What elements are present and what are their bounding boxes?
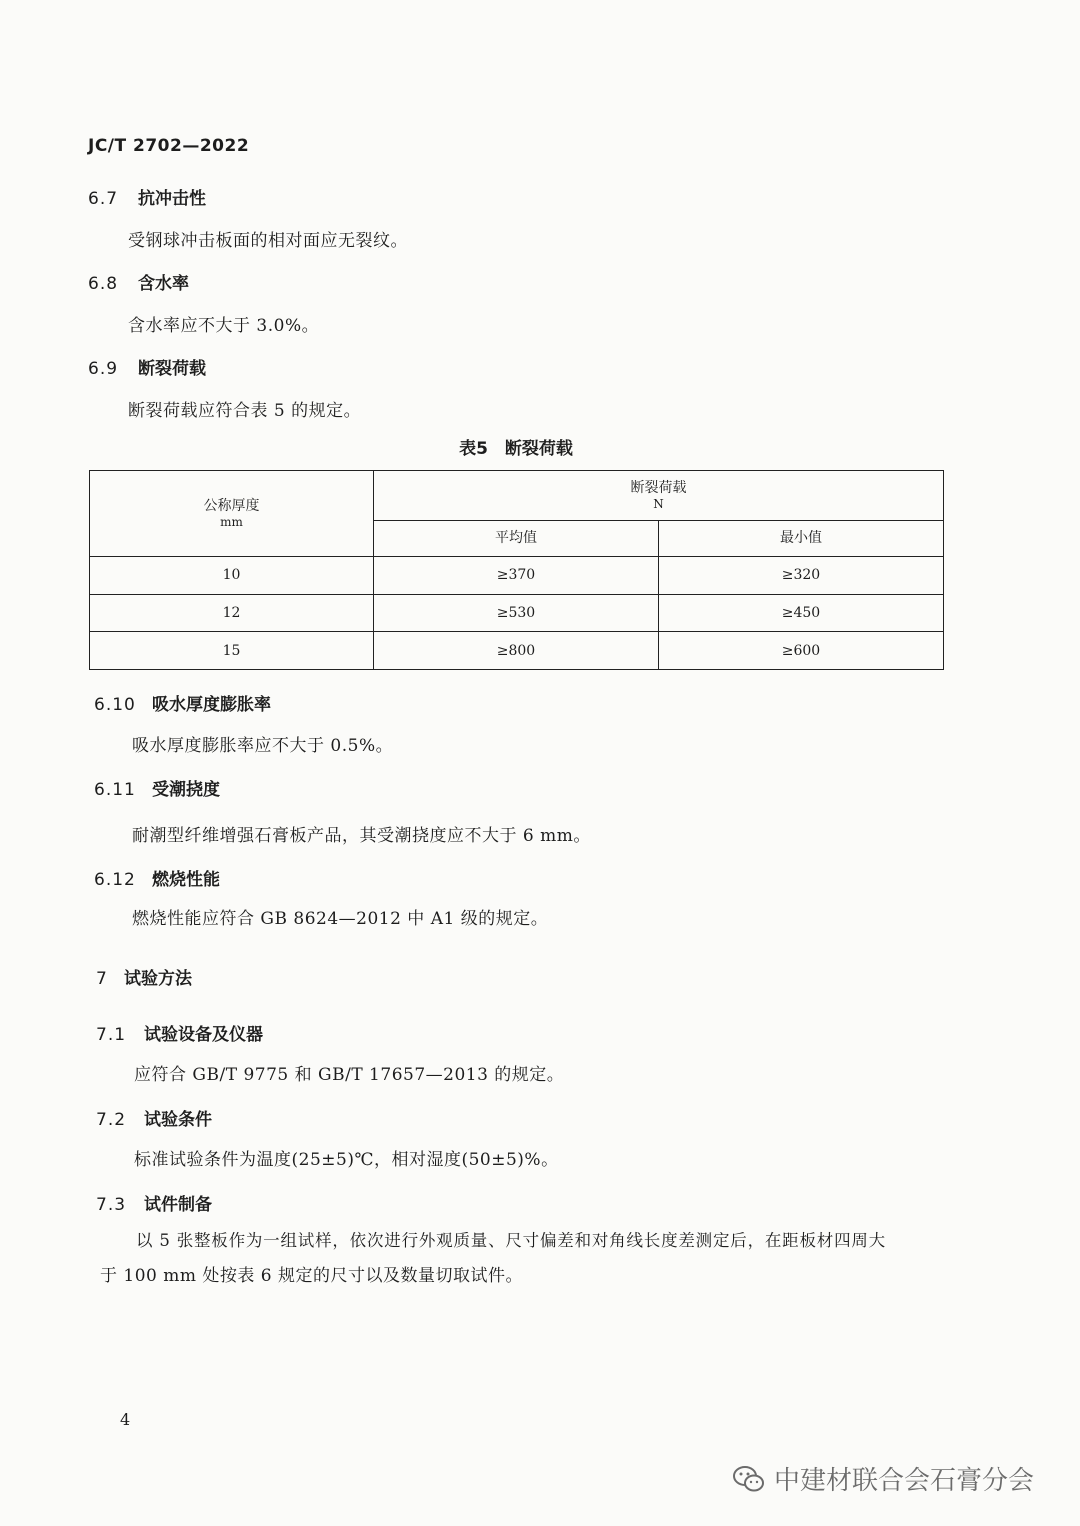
header-unit: mm bbox=[220, 514, 243, 529]
wechat-icon bbox=[732, 1464, 766, 1494]
section-heading-7 bbox=[96, 964, 192, 989]
breaking-load-table bbox=[89, 470, 944, 670]
table-cell: ≥320 bbox=[659, 557, 944, 595]
section-heading-7-1 bbox=[96, 1020, 263, 1045]
section-heading-7-3 bbox=[96, 1190, 212, 1215]
section-number: 7.2 bbox=[96, 1110, 127, 1130]
section-heading-7-2 bbox=[96, 1105, 212, 1130]
section-number: 6.12 bbox=[94, 870, 136, 890]
table-cell: 10 bbox=[90, 557, 374, 595]
standard-id: JC/T 2702—2022 bbox=[88, 136, 250, 156]
section-heading-6-7 bbox=[88, 184, 206, 209]
section-text-7-2: 标准试验条件为温度(25±5)℃，相对湿度(50±5)%。 bbox=[134, 1150, 559, 1170]
header-breaking-load bbox=[374, 471, 944, 521]
section-number: 7.1 bbox=[96, 1025, 127, 1045]
section-title: 吸水厚度膨胀率 bbox=[152, 695, 271, 715]
section-title: 试验设备及仪器 bbox=[144, 1025, 263, 1045]
header-label: 断裂荷载 bbox=[630, 479, 687, 496]
section-number: 7 bbox=[96, 969, 108, 989]
section-text-6-11: 耐潮型纤维增强石膏板产品，其受潮挠度应不大于 6 mm。 bbox=[132, 826, 591, 846]
section-heading-6-12 bbox=[94, 865, 220, 890]
section-number: 6.10 bbox=[94, 695, 136, 715]
section-text-6-8: 含水率应不大于 3.0%。 bbox=[128, 316, 320, 336]
header-minimum: 最小值 bbox=[659, 521, 944, 557]
table-row bbox=[90, 632, 944, 670]
section-title: 燃烧性能 bbox=[152, 870, 220, 890]
section-title: 含水率 bbox=[138, 274, 189, 294]
watermark bbox=[732, 1460, 1034, 1497]
section-text-7-3-cont: 于 100 mm 处按表 6 规定的尺寸以及数量切取试件。 bbox=[100, 1266, 524, 1286]
section-text-6-12: 燃烧性能应符合 GB 8624—2012 中 A1 级的规定。 bbox=[132, 909, 549, 929]
section-heading-6-10 bbox=[94, 690, 271, 715]
section-text-7-1: 应符合 GB/T 9775 和 GB/T 17657—2013 的规定。 bbox=[134, 1065, 565, 1085]
section-title: 试件制备 bbox=[144, 1195, 212, 1215]
header-average: 平均值 bbox=[374, 521, 659, 557]
table-cell: ≥530 bbox=[374, 594, 659, 632]
section-title: 试验方法 bbox=[124, 969, 192, 989]
section-heading-6-11 bbox=[94, 775, 220, 800]
header-nominal-thickness bbox=[90, 471, 374, 557]
section-number: 6.8 bbox=[88, 274, 119, 294]
section-title: 受潮挠度 bbox=[152, 780, 220, 800]
table-caption: 表5 断裂荷载 bbox=[459, 439, 573, 459]
table-row bbox=[90, 594, 944, 632]
watermark-text: 中建材联合会石膏分会 bbox=[774, 1466, 1035, 1496]
section-text-7-3: 以 5 张整板作为一组试样，依次进行外观质量、尺寸偏差和对角线长度差测定后，在距板材四周大 bbox=[136, 1231, 886, 1250]
section-number: 6.11 bbox=[94, 780, 136, 800]
section-text-6-9: 断裂荷载应符合表 5 的规定。 bbox=[128, 401, 362, 421]
header-unit: N bbox=[653, 496, 664, 511]
header-label: 公称厚度 bbox=[203, 497, 260, 514]
section-text-6-10: 吸水厚度膨胀率应不大于 0.5%。 bbox=[132, 736, 394, 756]
section-heading-6-8 bbox=[88, 269, 189, 294]
section-number: 7.3 bbox=[96, 1195, 127, 1215]
section-number: 6.7 bbox=[88, 189, 119, 209]
section-heading-6-9 bbox=[88, 354, 206, 379]
section-number: 6.9 bbox=[88, 359, 119, 379]
table-row bbox=[90, 557, 944, 595]
table-cell: ≥800 bbox=[374, 632, 659, 670]
section-title: 断裂荷载 bbox=[138, 359, 206, 379]
table-cell: ≥450 bbox=[659, 594, 944, 632]
page-number: 4 bbox=[120, 1410, 131, 1429]
table-cell: ≥370 bbox=[374, 557, 659, 595]
section-title: 试验条件 bbox=[144, 1110, 212, 1130]
section-title: 抗冲击性 bbox=[138, 189, 206, 209]
table-cell: ≥600 bbox=[659, 632, 944, 670]
section-text-6-7: 受钢球冲击板面的相对面应无裂纹。 bbox=[128, 231, 408, 251]
table-cell: 15 bbox=[90, 632, 374, 670]
table-cell: 12 bbox=[90, 594, 374, 632]
